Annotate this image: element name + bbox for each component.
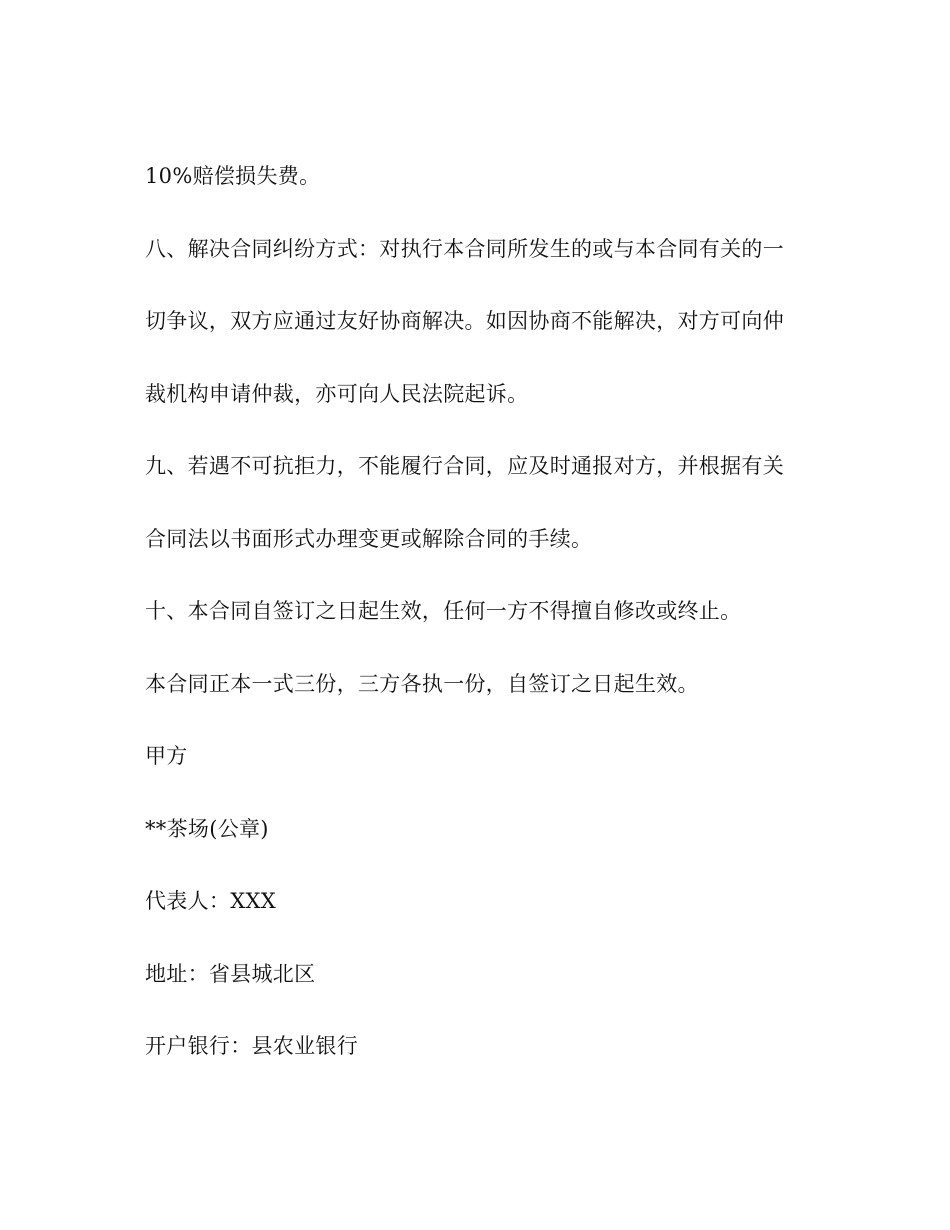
party-a-address: 地址：省县城北区 [145, 961, 316, 986]
party-a-bank: 开户银行：县农业银行 [145, 1034, 358, 1058]
clause-ten: 十、本合同自签订之日起生效，任何一方不得擅自修改或终止。 [145, 599, 742, 623]
clause-eight-line-2: 切争议，双方应通过友好协商解决。如因协商不能解决，对方可向仲 [145, 309, 784, 333]
copies-statement: 本合同正本一式三份，三方各执一份，自签订之日起生效。 [145, 671, 699, 696]
clause-nine-line-2: 合同法以书面形式办理变更或解除合同的手续。 [145, 526, 593, 551]
clause-eight-line-1: 八、解决合同纠纷方式：对执行本合同所发生的或与本合同有关的一 [145, 236, 784, 261]
compensation-clause-end: 10%赔偿损失费。 [145, 164, 321, 188]
party-a-heading: 甲方 [145, 744, 188, 768]
document-body [145, 140, 810, 1083]
clause-nine-line-1: 九、若遇不可抗拒力，不能履行合同，应及时通报对方，并根据有关 [145, 454, 784, 478]
clause-eight-line-3: 裁机构申请仲裁，亦可向人民法院起诉。 [145, 381, 529, 406]
party-a-name: **茶场(公章) [145, 816, 269, 841]
party-a-representative: 代表人：XXX [145, 889, 276, 913]
